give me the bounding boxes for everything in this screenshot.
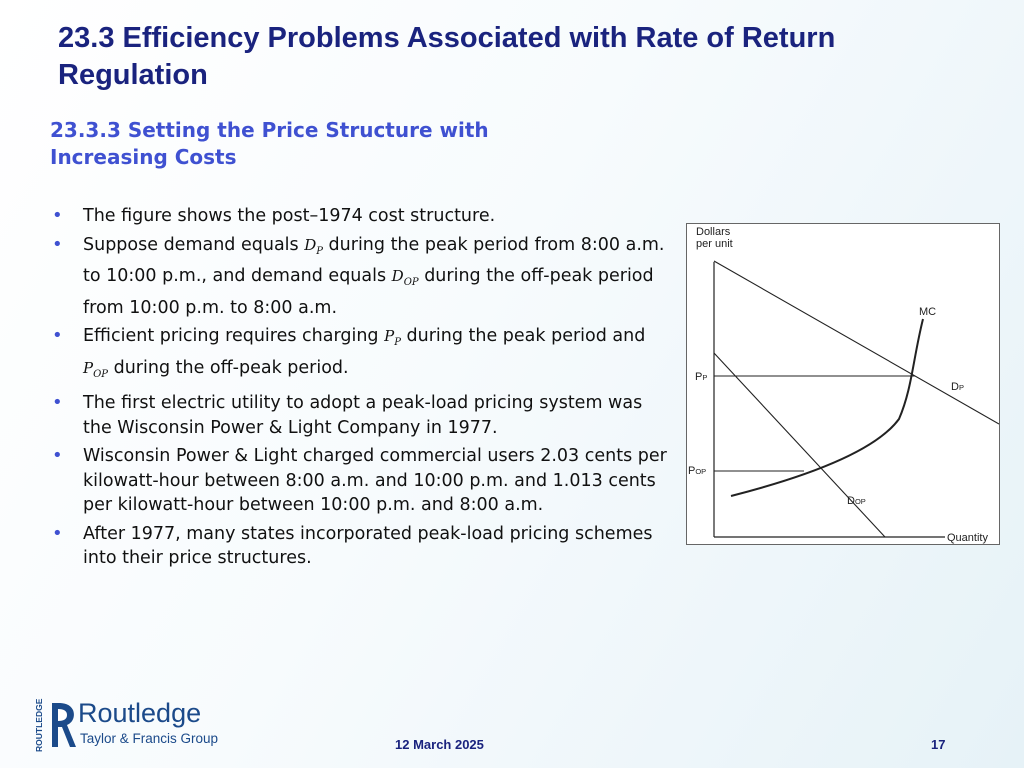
peak-demand-label: DP	[951, 381, 964, 393]
math-symbol: $D_{OP}$	[391, 267, 419, 288]
bullet-item	[50, 444, 675, 518]
off-peak-demand-label: DOP	[847, 495, 866, 507]
bullet-item	[50, 204, 675, 229]
routledge-logo	[34, 698, 224, 754]
figure-svg	[687, 224, 999, 544]
bullet-text: during the off-peak period.	[108, 357, 349, 378]
mc-label: MC	[919, 306, 937, 318]
bullet-item	[50, 522, 675, 571]
marginal-cost-curve	[731, 319, 923, 496]
bullet-list	[50, 204, 675, 575]
bullet-item	[50, 391, 675, 440]
math-symbol: $D_P$	[304, 235, 323, 257]
math-symbol: $P_P$	[384, 327, 401, 348]
bullet-text: The first electric utility to adopt a peak-load pricing system was the Wisconsin Power & Light Company in 1977.	[83, 393, 643, 438]
off-peak-price-label: POP	[688, 465, 707, 477]
logo-group: Taylor & Francis Group	[80, 731, 219, 746]
bullet-text: The figure shows the post–1974 cost structure.	[83, 206, 496, 226]
peak-load-pricing-figure	[686, 223, 1000, 545]
x-axis-label: Quantity	[947, 532, 988, 544]
math-symbol: $P_{OP}$	[83, 358, 109, 380]
logo-vertical-text: ROUTLEDGE	[34, 698, 44, 752]
y-axis-label: Dollars	[696, 226, 731, 238]
bullet-text: Suppose demand equals	[83, 234, 305, 255]
slide-title: 23.3 Efficiency Problems Associated with Rate of Return Regulation	[58, 22, 836, 91]
peak-price-label: PP	[695, 371, 708, 383]
bullet-text: Wisconsin Power & Light charged commercial users 2.03 cents per kilowatt-hour between 8:00 a.m. and 10:00 p.m. and 1.013 cents per kilowatt-hour between 10:00 p.m. and 8:00 a.m.	[83, 446, 667, 515]
logo-name: Routledge	[78, 698, 202, 728]
bullet-text: during the off-peak period from 10:00 p.m. to 8:00 a.m.	[83, 266, 654, 318]
bullet-text: during the peak period and	[400, 326, 646, 346]
bullet-item	[50, 233, 675, 321]
section-subtitle: 23.3.3 Setting the Price Structure with Increasing Costs	[50, 118, 489, 169]
off-peak-demand-curve	[714, 353, 885, 537]
bullet-text: After 1977, many states incorporated peak-load pricing schemes into their price structures.	[83, 523, 653, 568]
bullet-item	[50, 324, 675, 387]
page-number: 17	[931, 737, 946, 752]
routledge-mark-icon	[48, 699, 76, 751]
y-axis-label: per unit	[696, 238, 733, 250]
bullet-text: during the peak period from 8:00 a.m. to 10:00 p.m., and demand equals	[83, 234, 665, 286]
footer-date: 12 March 2025	[395, 737, 484, 752]
bullet-text: Efficient pricing requires charging	[83, 326, 385, 346]
